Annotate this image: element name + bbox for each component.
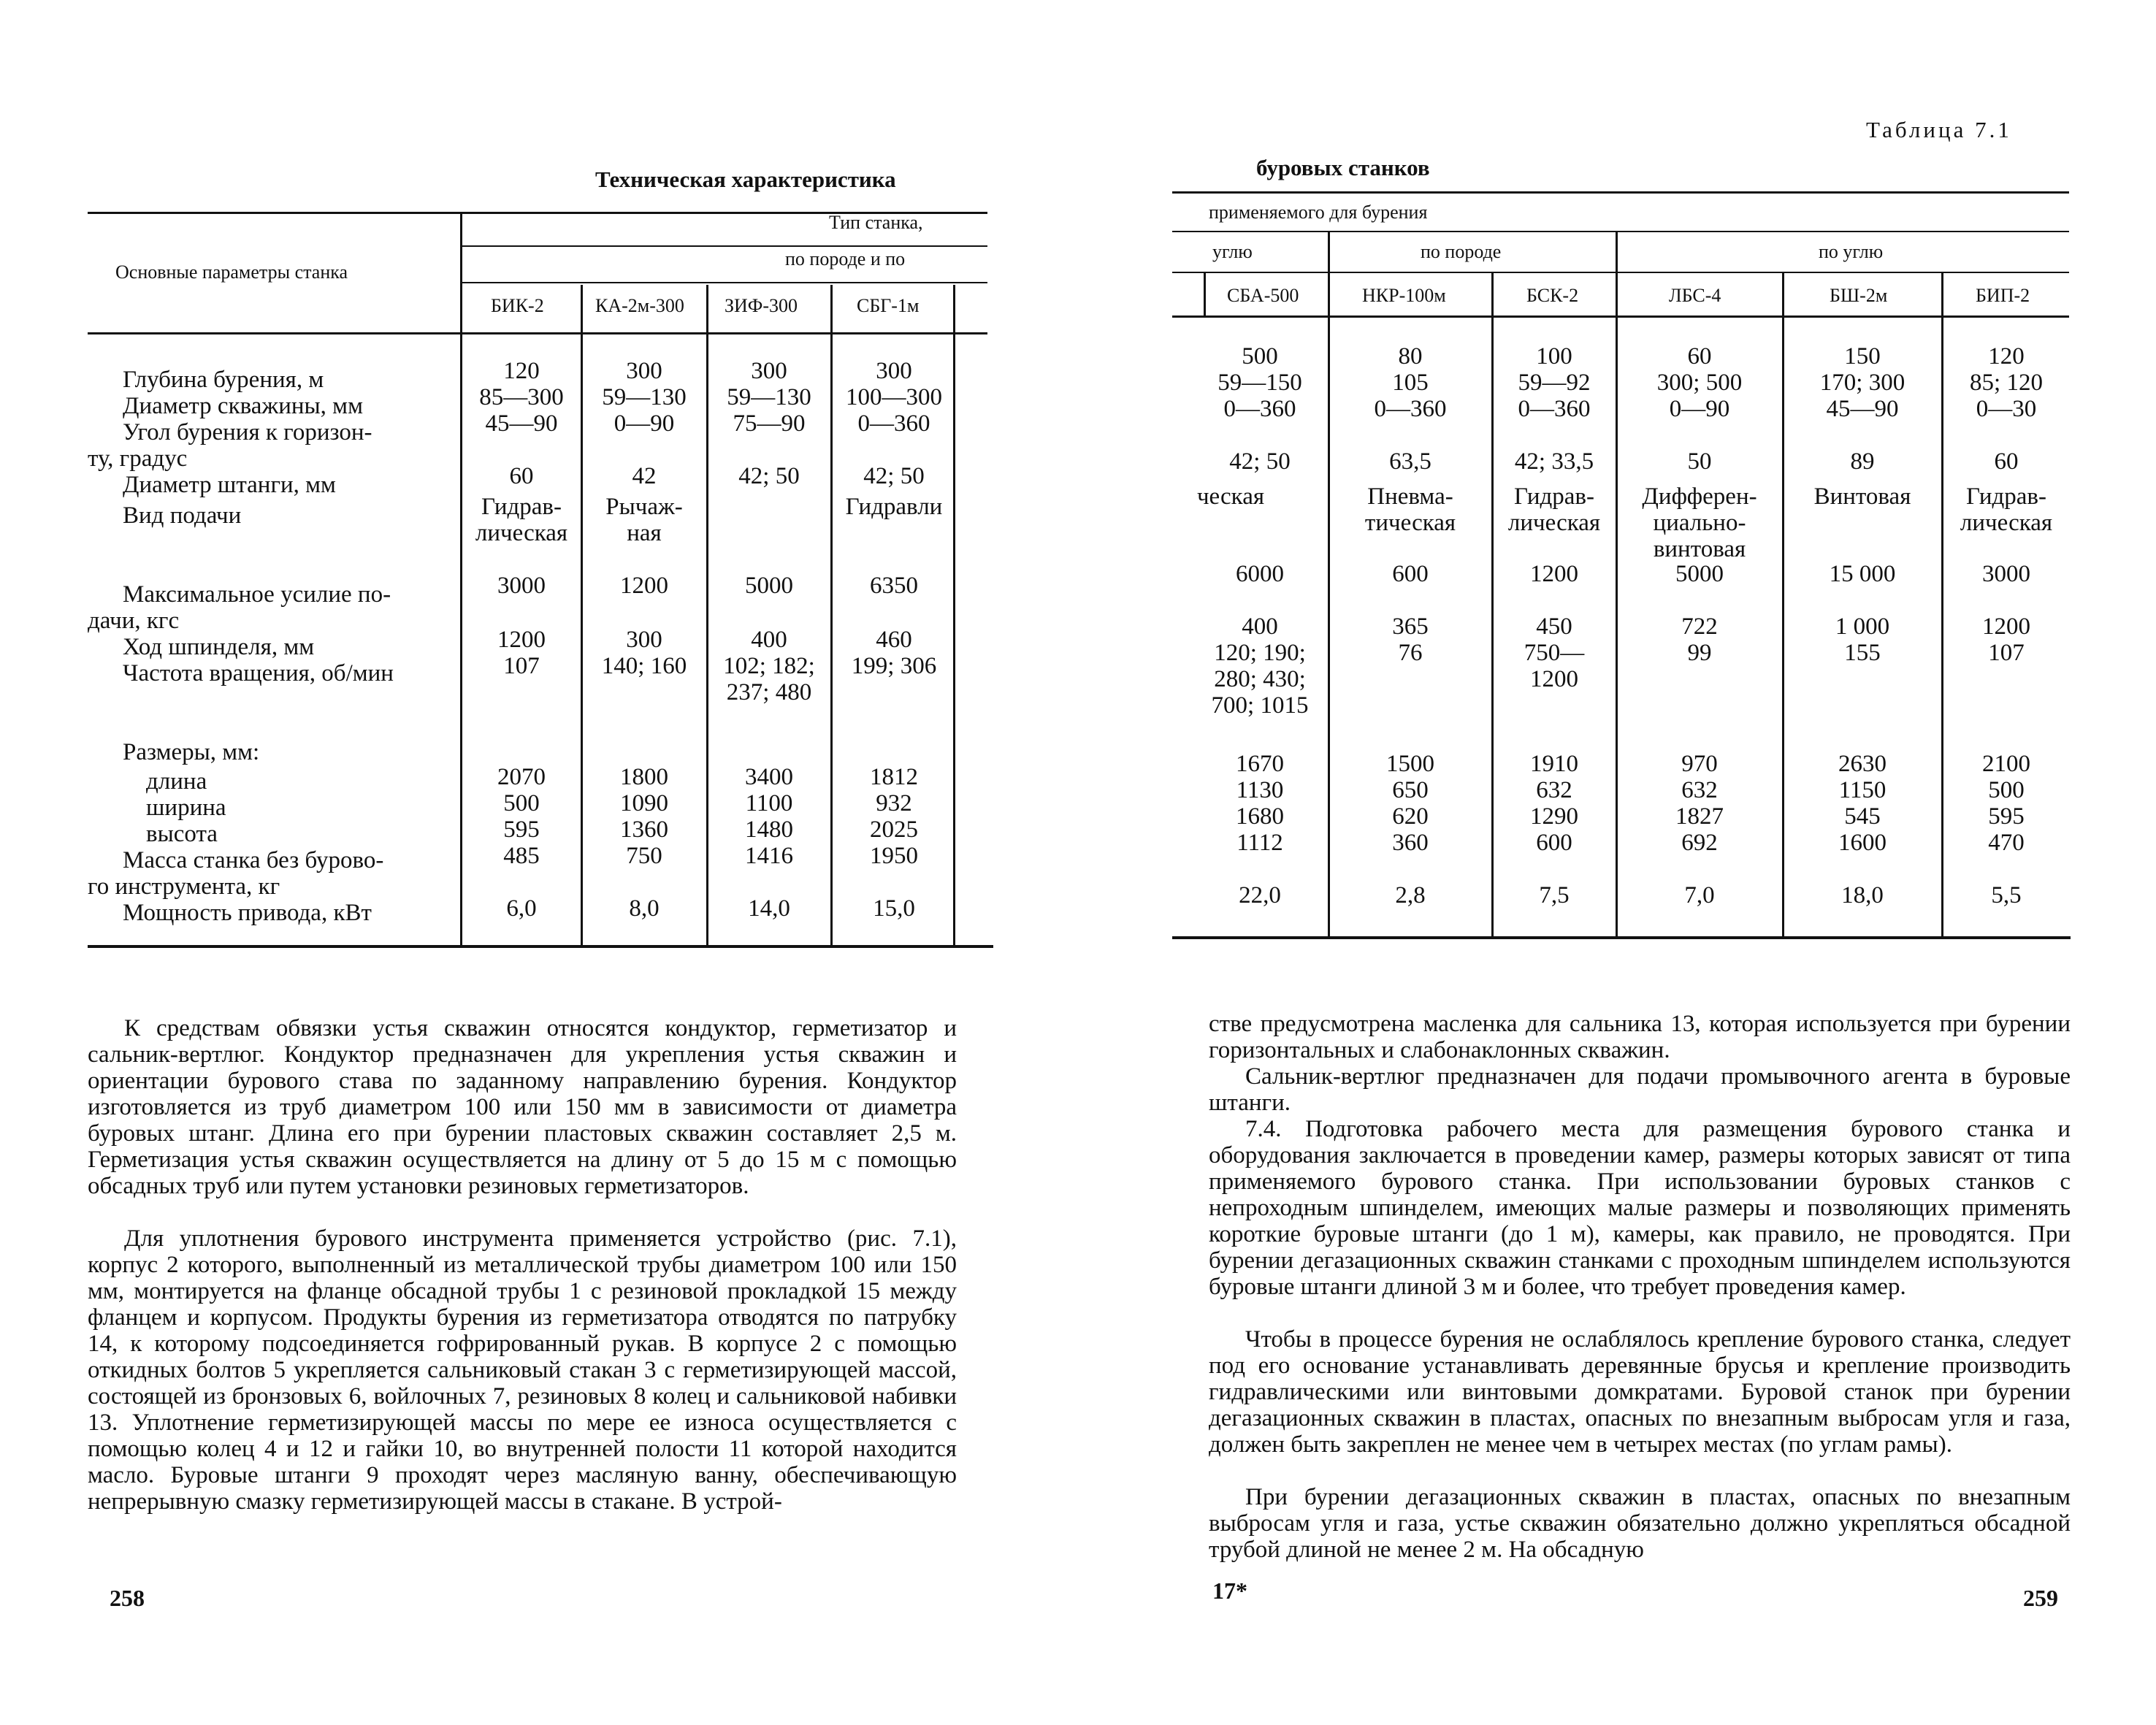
signature-mark: 17* <box>1212 1577 1247 1604</box>
applied-header: применяемого для бурения <box>1209 202 1428 223</box>
body-paragraph: стве предусмотрена масленка для сальника 13, которая используется при бурении горизонтальных и слабонаклонных скважин. <box>1209 1011 2071 1063</box>
table-cell: Гидрав- лическая <box>475 494 568 546</box>
table-cell: 6000 <box>1236 561 1284 587</box>
table-cell: 2,8 <box>1395 882 1426 909</box>
rock-header: по породе <box>1421 241 1502 262</box>
body-paragraph: Для уплотнения бурового инструмента применяется устройство (рис. 7.1), корпус 2 которого, выполненный из металлической трубы диаметром 100 или 150 мм, монтируется на фланце обсадной трубы 1 с резиновой прокладкой 15 между фланцем и корпусом. Продукты бурения из герметизатора отводятся по патрубку 14, к которому подсоединяется гофрированный рукав. В корпусе 2 с помощью откидных болтов 5 укрепляется сальниковый стакан 3 с герметизирующей массой, состоящей из бронзовых 6, войлочных 7, резиновых 8 колец и сальниковой набивки 13. Уплотнение герметизирующей массы по мере ее износа осуществляется с помощью колец 4 и 12 и гайки 10, во внутренней полости 11 которой находится масло. Буровые штанги 9 проходят через масляную ванну, обеспечивающую непрерывную смазку герметизирующей массы в стакане. В устрой- <box>88 1225 957 1515</box>
param-label: Ход шпинделя, мм <box>123 634 315 660</box>
by-coal-header: по углю <box>1819 241 1884 262</box>
param-label: дачи, кгс <box>88 608 180 634</box>
param-label: Максимальное усилие по- <box>123 581 391 608</box>
param-label: Диаметр скважины, мм <box>123 393 363 419</box>
table-cell: Гидрав- лическая <box>1507 483 1601 536</box>
table-cell: 400 120; 190; 280; 430; 700; 1015 <box>1211 613 1309 719</box>
right-col-divider <box>1328 232 1330 936</box>
table-cell: Пневма- тическая <box>1364 483 1456 536</box>
page-number: 258 <box>110 1585 145 1611</box>
param-label: ту, градус <box>88 445 188 472</box>
table-cell: 42 <box>632 463 657 489</box>
table-cell: 18,0 <box>1841 882 1884 909</box>
table-cell: 400 102; 182; 237; 480 <box>723 627 815 705</box>
table-cell: 365 76 <box>1392 613 1429 666</box>
model-header: БСК-2 <box>1526 285 1579 306</box>
table-cell: 89 <box>1850 448 1875 475</box>
table-cell: 1910 632 1290 600 <box>1530 751 1578 856</box>
table-cell: 3000 <box>497 573 546 599</box>
table-cell: 460 199; 306 <box>851 627 937 679</box>
table-cell: 42; 50 <box>1229 448 1291 475</box>
table-cell: 2100 500 595 470 <box>1982 751 2030 856</box>
table-cell: Дифферен- циально- винтовая <box>1642 483 1757 562</box>
table-cell: 1670 1130 1680 1112 <box>1236 751 1284 856</box>
table-cell: 500 59—150 0—360 <box>1217 343 1302 422</box>
table-cell: 7,0 <box>1684 882 1715 909</box>
table-cell: 3000 <box>1982 561 2030 587</box>
left-table-caption: Техническая характеристика <box>595 167 896 192</box>
table-cell: 120 85—300 45—90 <box>479 358 564 437</box>
table-cell: 60 <box>1994 448 2019 475</box>
table-cell: 5000 <box>745 573 793 599</box>
table-cell: 300 59—130 75—90 <box>727 358 811 437</box>
table-cell: 3400 1100 1480 1416 <box>745 764 793 869</box>
left-table-header-bottom-rule <box>88 332 987 334</box>
table-cell: 1200 107 <box>1982 613 2030 666</box>
table-cell: 970 632 1827 692 <box>1675 751 1724 856</box>
table-cell: 42; 33,5 <box>1514 448 1594 475</box>
right-table-header-rule-2 <box>1172 272 2069 273</box>
right-col-divider <box>1941 272 1943 936</box>
table-cell: 300 140; 160 <box>601 627 687 679</box>
table-cell: 42; 50 <box>738 463 800 489</box>
table-cell: 14,0 <box>748 895 790 922</box>
param-label: Угол бурения к горизон- <box>123 419 372 445</box>
model-header: КА-2м-300 <box>595 295 684 316</box>
table-cell: 8,0 <box>629 895 660 922</box>
table-cell: 1200 107 <box>497 627 546 679</box>
body-paragraph: Чтобы в процессе бурения не ослаблялось крепление бурового станка, следует под его основание устанавливать деревянные брусья и крепление производить гидравлическими или винтовыми домкратами. Буровой станок при бурении дегазационных скважин в пластах, опасных по внезапным выбросам угля и газа, должен быть закреплен не менее чем в четырех местах (по углам рамы). <box>1209 1326 2071 1458</box>
param-label: Вид подачи <box>123 502 242 529</box>
table-cell: ческая <box>1196 483 1265 510</box>
table-cell: 722 99 <box>1681 613 1718 666</box>
table-cell: Гидрав- лическая <box>1960 483 2053 536</box>
table-cell: 80 105 0—360 <box>1374 343 1447 422</box>
table-cell: 1800 1090 1360 750 <box>620 764 668 869</box>
table-cell: 450 750— 1200 <box>1524 613 1585 692</box>
right-table-top-rule <box>1172 191 2069 194</box>
left-table-header-rule-1 <box>460 245 987 247</box>
table-cell: 22,0 <box>1239 882 1281 909</box>
table-number-label: Таблица 7.1 <box>1866 117 2012 142</box>
table-cell: Рычаж- ная <box>605 494 683 546</box>
param-label: высота <box>146 821 218 847</box>
right-table-bottom-rule <box>1172 936 2071 939</box>
table-cell: 6,0 <box>506 895 537 922</box>
table-cell: 120 85; 120 0—30 <box>1970 343 2043 422</box>
table-cell: 42; 50 <box>863 463 925 489</box>
table-cell: 63,5 <box>1389 448 1431 475</box>
table-cell: 15 000 <box>1829 561 1896 587</box>
table-cell: 1500 650 620 360 <box>1386 751 1434 856</box>
table-cell: 5,5 <box>1991 882 2022 909</box>
table-cell: 1 000 155 <box>1835 613 1890 666</box>
left-col-divider <box>460 212 462 945</box>
right-table-header-bottom-rule <box>1172 315 2069 318</box>
param-label: Частота вращения, об/мин <box>123 660 394 686</box>
left-table-header-rule-2 <box>460 282 987 283</box>
table-cell: 100 59—92 0—360 <box>1518 343 1591 422</box>
param-label: Диаметр штанги, мм <box>123 472 336 498</box>
page-number: 259 <box>2023 1585 2058 1611</box>
body-paragraph: Сальник-вертлюг предназначен для подачи промывочного агента в буровые штанги. <box>1209 1063 2071 1116</box>
right-col-divider <box>1616 232 1618 936</box>
model-header: СБА-500 <box>1227 285 1299 306</box>
model-header: БИП-2 <box>1976 285 2030 306</box>
body-paragraph: К средствам обвязки устья скважин относятся кондуктор, герметизатор и сальник-вертлюг. Кондуктор предназначен для укрепления устья скважин и ориентации бурового става по заданному направлению бурения. Кондуктор изготовляется из труб диаметром 100 или 150 мм в зависимости от диаметра буровых штанг. Длина его при бурении пластовых скважин составляет 2,5 м. Герметизация устья скважин осуществляется на длину от 5 до 15 м с помощью обсадных труб или путем установки резиновых герметизаторов. <box>88 1015 957 1199</box>
table-cell: 300 100—300 0—360 <box>846 358 942 437</box>
table-cell: 600 <box>1392 561 1429 587</box>
table-cell: Винтовая <box>1813 483 1911 510</box>
body-paragraph: При бурении дегазационных скважин в пластах, опасных по внезапным выбросам угля и газа, устье скважин обязательно должно укрепляться обсадной трубой длиной не менее 2 м. На обсадную <box>1209 1484 2071 1563</box>
param-label: Мощность привода, кВт <box>123 900 372 926</box>
model-header: СБГ-1м <box>857 295 920 316</box>
model-header: НКР-100м <box>1362 285 1446 306</box>
table-cell: 2070 500 595 485 <box>497 764 546 869</box>
right-table-header-rule-1 <box>1172 231 2069 232</box>
table-cell: 1812 932 2025 1950 <box>870 764 918 869</box>
param-label: Размеры, мм: <box>123 739 260 765</box>
table-cell: 150 170; 300 45—90 <box>1819 343 1905 422</box>
table-cell: 300 59—130 0—90 <box>602 358 687 437</box>
param-label: Глубина бурения, м <box>123 367 324 393</box>
right-col-divider <box>1491 272 1494 936</box>
param-label: го инструмента, кг <box>88 873 280 900</box>
table-cell: Гидравли <box>845 494 943 520</box>
params-header: Основные параметры станка <box>115 261 348 283</box>
table-cell: 50 <box>1687 448 1712 475</box>
table-cell: 15,0 <box>873 895 915 922</box>
right-table-caption: буровых станков <box>1256 155 1430 180</box>
param-label: длина <box>146 768 207 795</box>
table-cell: 6350 <box>870 573 918 599</box>
table-cell: 5000 <box>1675 561 1724 587</box>
body-paragraph: 7.4. Подготовка рабочего места для размещения бурового станка и оборудования заключается в проведении камер, размеры которых зависят от типа применяемого бурового станка. При использовании буровых станков с непроходным шпинделем, имеющих малые размеры и позволяющих применять короткие буровые штанги (до 1 м), камеры, как правило, не проводятся. При бурении дегазационных скважин станками с проходным шпинделем используются буровые штанги длиной 3 м и более, что требует проведения камер. <box>1209 1116 2071 1300</box>
by-rock-header: по породе и по <box>785 248 906 269</box>
left-table-bottom-rule <box>88 945 993 948</box>
table-cell: 60 300; 500 0—90 <box>1656 343 1743 422</box>
table-cell: 1200 <box>620 573 668 599</box>
model-header: ЛБС-4 <box>1669 285 1721 306</box>
param-label: ширина <box>146 795 226 821</box>
left-col-divider <box>581 285 583 945</box>
model-header: ЗИФ-300 <box>725 295 798 316</box>
table-cell: 60 <box>509 463 534 489</box>
right-col-divider <box>1204 272 1206 315</box>
model-header: БШ-2м <box>1830 285 1888 306</box>
coal-header: углю <box>1212 241 1253 262</box>
table-cell: 1200 <box>1530 561 1578 587</box>
type-header: Тип станка, <box>829 212 923 233</box>
table-cell: 7,5 <box>1539 882 1570 909</box>
table-cell: 2630 1150 545 1600 <box>1838 751 1886 856</box>
right-col-divider <box>1782 272 1784 936</box>
param-label: Масса станка без бурово- <box>123 847 384 873</box>
model-header: БИК-2 <box>491 295 544 316</box>
